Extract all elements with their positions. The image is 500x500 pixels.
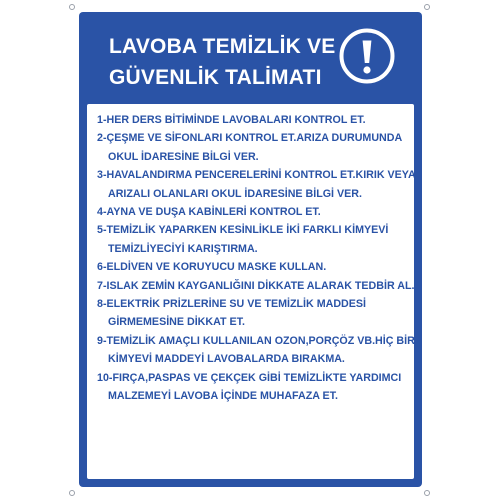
instruction-text: 6-ELDİVEN VE KORUYUCU MASKE KULLAN. (97, 261, 327, 274)
instruction-text: 9-TEMİZLİK AMAÇLI KULLANILAN OZON,PORÇÖZ VB.HİÇ BİR (97, 334, 415, 347)
instructions-panel (87, 104, 414, 479)
instruction-item (97, 277, 414, 295)
instruction-text: 5-TEMİZLİK YAPARKEN KESİNLİKLE İKİ FARKLI KİMYEVİ (97, 224, 389, 237)
instruction-item (97, 166, 414, 203)
instruction-text: MALZEMEYİ LAVOBA İÇİNDE MUHAFAZA ET. (108, 390, 338, 403)
mounting-hole-bottom-left (69, 490, 75, 496)
instruction-text: 1-HER DERS BİTİMİNDE LAVOBALARI KONTROL ET. (97, 114, 366, 126)
mounting-hole-bottom-right (424, 490, 430, 496)
instruction-text: ARIZALI OLANLARI OKUL İDARESİNE BİLGİ VER. (108, 187, 362, 200)
instruction-text: KİMYEVİ MADDEYİ LAVOBALARDA BIRAKMA. (108, 353, 345, 366)
instruction-item (97, 221, 414, 258)
mounting-hole-top-left (69, 4, 75, 10)
exclamation-circle-icon (338, 27, 396, 85)
instruction-text: 7-ISLAK ZEMİN KAYGANLIĞINI DİKKATE ALARAK TEDBİR AL. (97, 279, 415, 292)
instruction-text: 4-AYNA VE DUŞA KABİNLERİ KONTROL ET. (97, 206, 321, 219)
instruction-text: 3-HAVALANDIRMA PENCERELERİNİ KONTROL ET.KIRIK VEYA (97, 169, 416, 182)
instruction-text: 10-FIRÇA,PASPAS VE ÇEKÇEK GİBİ TEMİZLİKTE YARDIMCI (97, 371, 402, 384)
instruction-item (97, 129, 414, 166)
instruction-text: 8-ELEKTRİK PRİZLERİNE SU VE TEMİZLİK MADDESİ (97, 298, 366, 311)
instruction-text: OKUL İDARESİNE BİLGİ VER. (108, 150, 259, 163)
instruction-item (97, 258, 414, 276)
instruction-item (97, 369, 414, 406)
safety-sign (79, 12, 422, 487)
instruction-text: 2-ÇEŞME VE SİFONLARI KONTROL ET.ARIZA DURUMUNDA (97, 132, 403, 145)
instruction-text: GİRMEMESİNE DİKKAT ET. (108, 316, 245, 329)
sign-header (87, 20, 414, 104)
instructions-list (87, 104, 414, 406)
mounting-hole-top-right (424, 4, 430, 10)
sign-title-line-1: LAVOBA TEMİZLİK VE (109, 35, 336, 58)
sign-title-line-2: GÜVENLİK TALİMATI (109, 66, 322, 89)
instruction-item (97, 111, 414, 129)
instruction-item (97, 332, 414, 369)
instruction-item (97, 203, 414, 221)
instruction-text: TEMİZLİYECİYİ KARIŞTIRMA. (108, 242, 258, 255)
instruction-item (97, 295, 414, 332)
sign-title (109, 31, 335, 93)
